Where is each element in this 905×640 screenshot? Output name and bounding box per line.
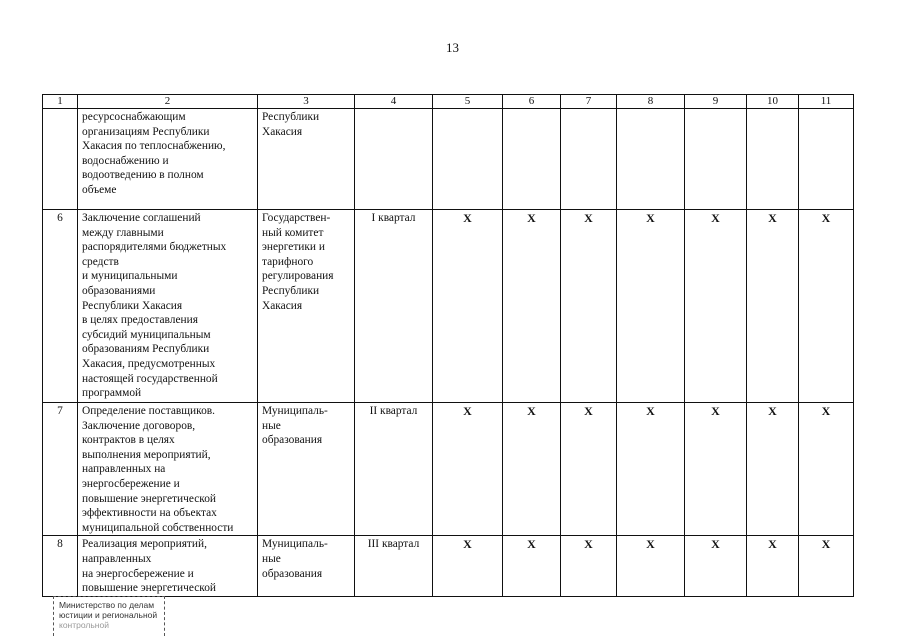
plan-table [42,94,854,597]
executor-cell: Государствен- ный комитет энергетики и тарифного регулирования Республики Хакасия [258,210,355,403]
row-number: 7 [43,403,78,536]
mark-cell: Х [561,210,617,403]
stamp-line: Министерство по делам [59,600,155,610]
column-header: 11 [799,95,854,109]
column-header: 1 [43,95,78,109]
mark-cell: Х [433,403,503,536]
mark-cell: Х [799,536,854,596]
column-header: 7 [561,95,617,109]
mark-cell: Х [561,403,617,536]
mark-cell: Х [747,536,799,596]
executor-cell: Муниципаль- ные образования [258,403,355,536]
period-cell: I квартал [355,210,433,403]
action-cell: ресурсоснабжающим организациям Республики Хакасия по теплоснабжению, водоснабжению и водоотведению в полном объеме [78,109,258,210]
mark-cell: Х [503,536,561,596]
column-header: 3 [258,95,355,109]
period-cell: II квартал [355,403,433,536]
mark-cell [503,109,561,210]
action-cell: Реализация мероприятий, направленных на энергосбережение и повышение энергетической [78,536,258,596]
table-row [43,210,854,403]
table-row [43,403,854,536]
stamp-line: контрольной [59,620,109,630]
mark-cell: Х [799,403,854,536]
row-number [43,109,78,210]
mark-cell: Х [617,210,685,403]
mark-cell: Х [685,210,747,403]
mark-cell: Х [617,536,685,596]
mark-cell [685,109,747,210]
mark-cell [561,109,617,210]
period-cell [355,109,433,210]
mark-cell: Х [747,210,799,403]
executor-cell: Муниципаль- ные образования [258,536,355,596]
column-header: 6 [503,95,561,109]
period-cell: III квартал [355,536,433,596]
mark-cell: Х [799,210,854,403]
column-header: 2 [78,95,258,109]
executor-cell: Республики Хакасия [258,109,355,210]
mark-cell: Х [433,210,503,403]
action-cell: Определение поставщиков. Заключение договоров, контрактов в целях выполнения мероприятий, направленных на энергосбережение и повышение энергетической эффективности на объектах муниципальной собственности [78,403,258,536]
mark-cell: Х [503,403,561,536]
stamp-line: юстиции и региональной [59,610,158,620]
row-number: 6 [43,210,78,403]
column-header: 10 [747,95,799,109]
registration-stamp [53,596,165,636]
mark-cell [747,109,799,210]
mark-cell [433,109,503,210]
mark-cell: Х [503,210,561,403]
mark-cell [799,109,854,210]
mark-cell: Х [747,403,799,536]
action-cell: Заключение соглашений между главными распорядителями бюджетных средств и муниципальными образованиями Республики Хакасия в целях предоставления субсидий муниципальным образованиям Республики Хакасия, предусмотренных настоящей государственной программой [78,210,258,403]
table-row [43,536,854,596]
page-number: 13 [446,40,459,55]
mark-cell: Х [433,536,503,596]
column-header: 9 [685,95,747,109]
mark-cell [617,109,685,210]
table-header-row [43,95,854,109]
column-header: 5 [433,95,503,109]
column-header: 8 [617,95,685,109]
mark-cell: Х [561,536,617,596]
column-header: 4 [355,95,433,109]
mark-cell: Х [685,536,747,596]
mark-cell: Х [617,403,685,536]
table-row [43,109,854,210]
mark-cell: Х [685,403,747,536]
row-number: 8 [43,536,78,596]
